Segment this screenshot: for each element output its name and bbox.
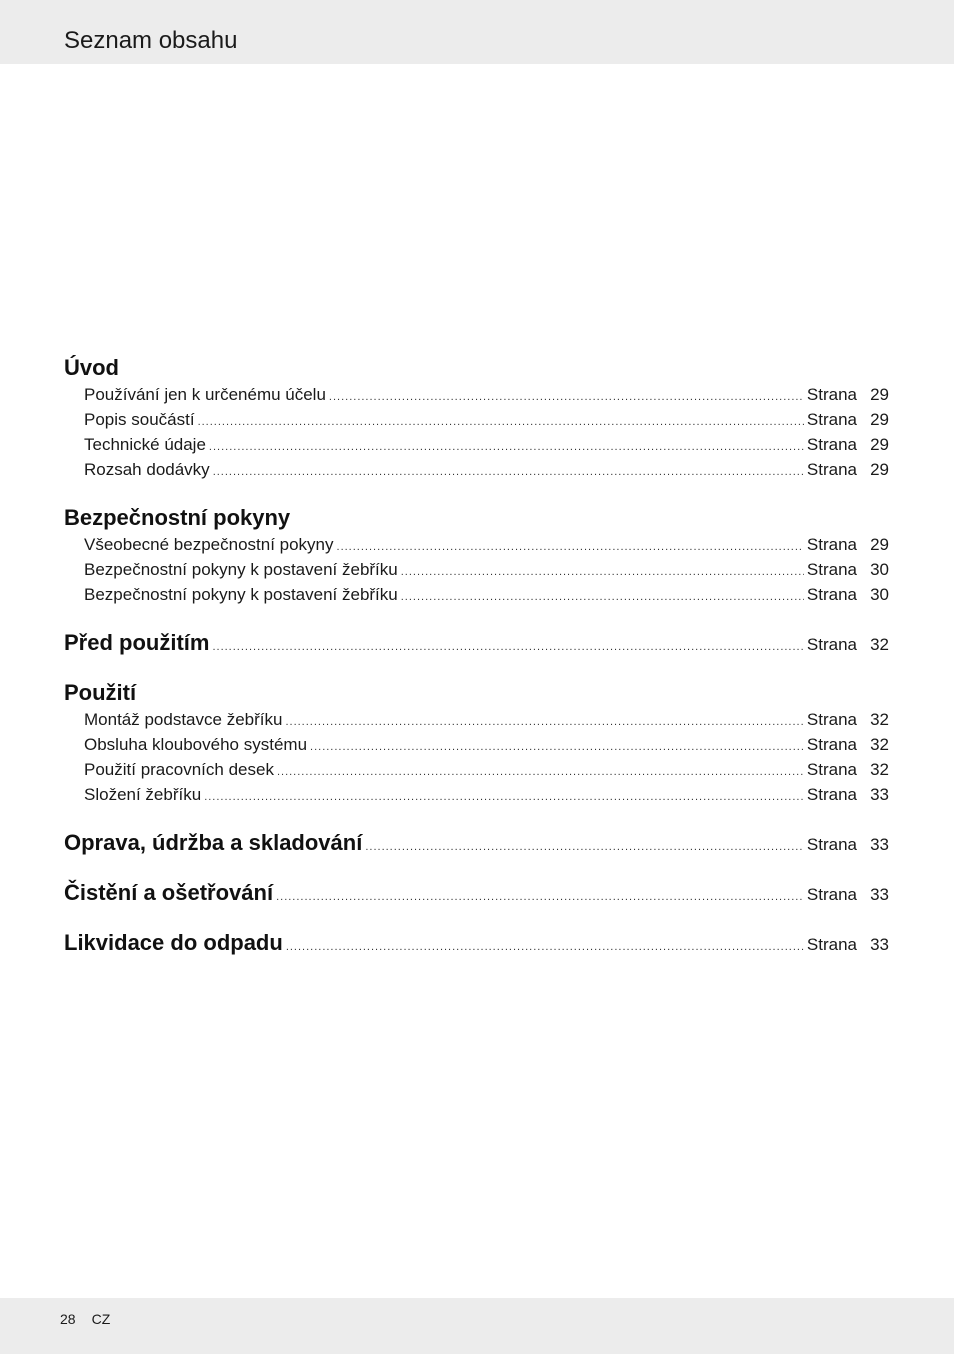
dot-leader <box>277 760 804 785</box>
toc-page-number: 33 <box>870 935 889 954</box>
toc-entry[interactable] <box>64 732 889 757</box>
toc-section-title: Před použitím <box>64 630 210 655</box>
footer-page-number: 28 <box>60 1311 76 1327</box>
toc-entry[interactable] <box>64 532 889 557</box>
toc-entry[interactable] <box>64 382 889 407</box>
footer-band <box>0 1298 954 1354</box>
toc-entry[interactable] <box>64 407 889 432</box>
toc-page-number: 32 <box>870 760 889 779</box>
toc-page-word: Strana <box>806 710 857 729</box>
toc-section-title: Oprava, údržba a skladování <box>64 830 363 855</box>
toc-page-number: 29 <box>870 385 889 404</box>
dot-leader <box>213 460 804 485</box>
toc-page-word: Strana <box>806 635 857 654</box>
toc-entry[interactable] <box>64 707 889 732</box>
toc-entry[interactable] <box>64 557 889 582</box>
dot-leader <box>198 410 804 435</box>
toc-entry-label: Používání jen k určenému účelu <box>84 385 326 404</box>
toc-entry[interactable] <box>64 757 889 782</box>
toc-entry-label: Použití pracovních desek <box>84 760 274 779</box>
toc-entry[interactable] <box>64 829 889 857</box>
page-title: Seznam obsahu <box>64 27 238 54</box>
toc-page-word: Strana <box>806 560 857 579</box>
dot-leader <box>285 710 803 735</box>
dot-leader <box>310 735 804 760</box>
dot-leader <box>365 833 804 861</box>
dot-leader <box>401 585 804 610</box>
toc-entry[interactable] <box>64 432 889 457</box>
toc-section-title: Čistění a ošetřování <box>64 880 274 905</box>
dot-leader <box>209 435 804 460</box>
toc-section-cisteni <box>64 879 889 907</box>
dot-leader <box>204 785 804 810</box>
toc-section-title: Úvod <box>64 355 119 380</box>
toc-page-number: 29 <box>870 460 889 479</box>
toc-section-title: Bezpečnostní pokyny <box>64 505 291 530</box>
page-footer <box>60 1310 110 1328</box>
toc-entry-label: Složení žebříku <box>84 785 202 804</box>
toc-page-word: Strana <box>806 785 857 804</box>
toc-page-word: Strana <box>806 435 857 454</box>
toc-page-word: Strana <box>806 735 857 754</box>
toc-section-pouziti <box>64 679 889 807</box>
table-of-contents <box>64 354 889 957</box>
dot-leader <box>337 535 804 560</box>
toc-page-number: 33 <box>870 885 889 904</box>
dot-leader <box>212 633 803 661</box>
toc-page-number: 29 <box>870 410 889 429</box>
toc-entry[interactable] <box>64 582 889 607</box>
toc-page-word: Strana <box>806 885 857 904</box>
toc-entry-label: Rozsah dodávky <box>84 460 210 479</box>
toc-entry[interactable] <box>64 782 889 807</box>
toc-page-word: Strana <box>806 760 857 779</box>
toc-section-pred-pouzitim <box>64 629 889 657</box>
dot-leader <box>329 385 804 410</box>
dot-leader <box>286 933 804 961</box>
toc-page-number: 30 <box>870 585 889 604</box>
toc-page-word: Strana <box>806 935 857 954</box>
toc-section-oprava <box>64 829 889 857</box>
toc-entry-label: Technické údaje <box>84 435 206 454</box>
toc-page-number: 33 <box>870 835 889 854</box>
toc-entry-label: Montáž podstavce žebříku <box>84 710 283 729</box>
toc-page-number: 30 <box>870 560 889 579</box>
toc-section-likvidace <box>64 929 889 957</box>
toc-section-uvod <box>64 354 889 482</box>
footer-language: CZ <box>91 1311 111 1327</box>
toc-entry-label: Všeobecné bezpečnostní pokyny <box>84 535 334 554</box>
toc-entry-label: Obsluha kloubového systému <box>84 735 308 754</box>
toc-section-title: Likvidace do odpadu <box>64 930 283 955</box>
toc-entry[interactable] <box>64 929 889 957</box>
toc-page-word: Strana <box>806 835 857 854</box>
dot-leader <box>401 560 804 585</box>
toc-page-number: 32 <box>870 735 889 754</box>
toc-entry[interactable] <box>64 629 889 657</box>
dot-leader <box>276 883 804 911</box>
toc-page-number: 32 <box>870 710 889 729</box>
toc-entry[interactable] <box>64 457 889 482</box>
toc-page-number: 32 <box>870 635 889 654</box>
toc-entry-label: Bezpečnostní pokyny k postavení žebříku <box>84 585 398 604</box>
toc-page-word: Strana <box>806 385 857 404</box>
toc-section-title: Použití <box>64 680 137 705</box>
toc-page-word: Strana <box>806 460 857 479</box>
toc-entry-label: Popis součástí <box>84 410 195 429</box>
toc-page-word: Strana <box>806 410 857 429</box>
toc-entry-label: Bezpečnostní pokyny k postavení žebříku <box>84 560 398 579</box>
toc-page-number: 29 <box>870 435 889 454</box>
toc-page-word: Strana <box>806 535 857 554</box>
toc-page-number: 29 <box>870 535 889 554</box>
toc-page-word: Strana <box>806 585 857 604</box>
toc-entry[interactable] <box>64 879 889 907</box>
toc-page-number: 33 <box>870 785 889 804</box>
toc-section-bezpecnostni-pokyny <box>64 504 889 607</box>
